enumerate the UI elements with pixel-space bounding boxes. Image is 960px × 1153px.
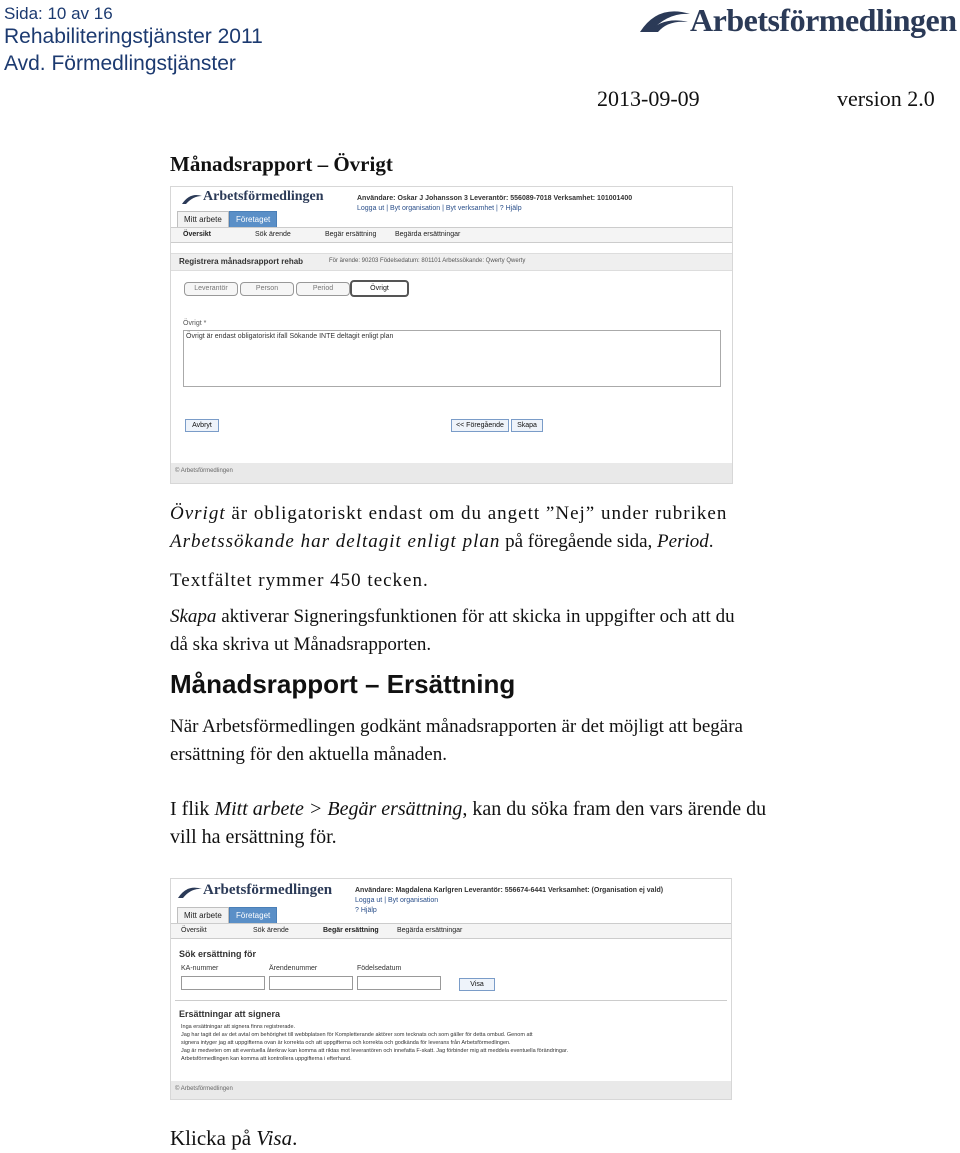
paragraph-line <box>170 603 930 631</box>
other-field-label: Övrigt * <box>183 320 207 327</box>
paragraph-text: på föregående sida, <box>500 531 658 552</box>
portal-footer <box>171 463 732 483</box>
user-info: Användare: Oskar J Johansson 3 Leverantör: 556089-7018 Verksamhet: 101001400 <box>357 195 633 202</box>
section-title: Månadsrapport – Övrigt <box>170 152 393 176</box>
paragraph-line <box>170 500 930 528</box>
birthdate-label: Födelsedatum <box>357 965 402 972</box>
footer-text: © Arbetsförmedlingen <box>175 468 233 474</box>
page-title: Registrera månadsrapport rehab <box>179 257 304 266</box>
footer-text: © Arbetsförmedlingen <box>175 1086 233 1092</box>
nav-oversikt[interactable]: Översikt <box>183 231 212 238</box>
brand-logo-icon <box>638 6 692 36</box>
paragraph-mandatory-info <box>170 500 930 556</box>
portal-logo-icon <box>181 193 203 205</box>
nav-begar-ersattning[interactable]: Begär ersättning <box>325 231 377 238</box>
doc-version: version 2.0 <box>837 86 935 111</box>
brand-logo <box>636 2 958 44</box>
paragraph-reimbursement <box>170 713 930 769</box>
search-title: Sök ersättning för <box>179 949 257 959</box>
divider <box>175 1000 727 1001</box>
tab-foretaget[interactable]: Företaget <box>229 211 277 227</box>
paragraph-text: . <box>708 531 714 552</box>
paragraph-char-limit: Textfältet rymmer 450 tecken. <box>170 570 429 591</box>
user-info: Användare: Magdalena Karlgren Leverantör: 556674-6441 Verksamhet: (Organisation ej vald) <box>355 887 664 894</box>
ka-number-input[interactable] <box>181 976 265 990</box>
section-title: Månadsrapport – Ersättning <box>170 669 516 699</box>
field-name-ovrigt: Övrigt <box>170 503 226 524</box>
nav-sok-arende[interactable]: Sök ärende <box>253 927 289 934</box>
nav-begarda-ersattningar[interactable]: Begärda ersättningar <box>395 231 461 238</box>
screenshot-request-reimbursement <box>170 878 732 1100</box>
birthdate-input[interactable] <box>357 976 441 990</box>
page-number: Sida: 10 av 16 <box>4 4 113 23</box>
paragraph-text: är obligatoriskt endast om du angett ”Nej” under rubriken <box>225 503 728 524</box>
other-textarea[interactable] <box>183 330 721 387</box>
cancel-button[interactable]: Avbryt <box>185 419 219 432</box>
screenshot-report-other <box>170 186 733 484</box>
paragraph-text: Klicka på <box>170 1126 257 1150</box>
case-info: För ärende: 90203 Födelsedatum: 801101 Arbetssökande: Qwerty Qwerty <box>329 258 526 264</box>
sign-line: Jag är medveten om att eventuella återkrav kan komma att riktas mot leverantören och innefatta F-skatt. Jag förbinder mig att meddela eventuella förändringar. <box>181 1048 569 1054</box>
ka-number-label: KA-nummer <box>181 965 219 972</box>
paragraph-create-action <box>170 603 930 659</box>
other-textarea-value: Övrigt är endast obligatoriskt ifall Sökande INTE deltagit enligt plan <box>186 333 394 340</box>
help-link[interactable]: ? Hjälp <box>355 907 377 914</box>
sign-line: Inga ersättningar att signera finns registrerade. <box>181 1024 296 1030</box>
user-links[interactable]: Logga ut | Byt organisation <box>355 897 439 904</box>
menu-path-reference: Mitt arbete > Begär ersättning <box>214 798 463 820</box>
paragraph-text: I flik <box>170 798 215 820</box>
paragraph-text: , kan du söka fram den vars ärende du <box>462 798 767 820</box>
case-number-input[interactable] <box>269 976 353 990</box>
nav-bar <box>171 923 731 939</box>
department: Avd. Förmedlingstjänster <box>4 52 236 75</box>
paragraph-text: aktiverar Signeringsfunktionen för att skicka in uppgifter och att du <box>216 606 735 627</box>
paragraph-click-show <box>170 1124 297 1152</box>
create-button[interactable]: Skapa <box>511 419 543 432</box>
tab-foretaget[interactable]: Företaget <box>229 907 277 923</box>
tab-mitt-arbete[interactable]: Mitt arbete <box>177 211 229 227</box>
nav-begar-ersattning[interactable]: Begär ersättning <box>323 927 379 934</box>
show-button[interactable]: Visa <box>459 978 495 991</box>
nav-begarda-ersattningar[interactable]: Begärda ersättningar <box>397 927 463 934</box>
nav-oversikt[interactable]: Översikt <box>181 927 207 934</box>
paragraph-text: ersättning för den aktuella månaden. <box>170 744 447 765</box>
paragraph-text: då ska skriva ut Månadsrapporten. <box>170 634 432 655</box>
portal-footer <box>171 1081 731 1099</box>
case-number-label: Ärendenummer <box>269 965 318 972</box>
sign-title: Ersättningar att signera <box>179 1009 281 1019</box>
step-ovrigt[interactable]: Övrigt <box>350 280 409 297</box>
document-title: Rehabiliteringstjänster 2011 <box>4 25 263 48</box>
button-reference-skapa: Skapa <box>170 606 217 627</box>
portal-logo-icon <box>177 885 203 899</box>
sign-line: Arbetsförmedlingen kan komma att kontrollera uppgifterna i efterhand. <box>181 1056 352 1062</box>
button-reference-visa: Visa <box>256 1126 293 1150</box>
paragraph-text: När Arbetsförmedlingen godkänt månadsrapporten är det möjligt att begära <box>170 716 743 737</box>
title-bar <box>171 253 732 271</box>
nav-sok-arende[interactable]: Sök ärende <box>255 231 291 238</box>
step-leverantor[interactable]: Leverantör <box>184 282 238 296</box>
previous-button[interactable]: << Föregående <box>451 419 509 432</box>
paragraph-line <box>170 528 930 556</box>
heading-reference: Arbetssökande har deltagit enligt plan <box>170 531 501 552</box>
paragraph-text: vill ha ersättning för. <box>170 826 337 848</box>
portal-logo-text: Arbetsförmedlingen <box>203 189 324 204</box>
step-person[interactable]: Person <box>240 282 294 296</box>
sign-text <box>181 1023 721 1063</box>
page-reference-period: Period <box>657 531 709 552</box>
sign-line: Jag har tagit del av det avtal om behörighet till webbplatsen för Kompletterande aktörer som tecknats och som gäller för detta ombud. Genom att <box>181 1032 533 1038</box>
paragraph-navigation <box>170 795 930 851</box>
brand-logo-text: Arbetsförmedlingen <box>690 2 957 38</box>
step-period[interactable]: Period <box>296 282 350 296</box>
nav-bar <box>171 227 732 243</box>
portal-logo-text: Arbetsförmedlingen <box>203 882 333 898</box>
doc-date: 2013-09-09 <box>597 86 700 111</box>
tab-mitt-arbete[interactable]: Mitt arbete <box>177 907 229 923</box>
paragraph-line <box>170 795 930 823</box>
user-links[interactable]: Logga ut | Byt organisation | Byt verksamhet | ? Hjälp <box>357 205 522 212</box>
sign-line: signera intyger jag att uppgifterna ovan är korrekta och att uppgifterna och korrekta och godkända för leverans från Arbetsförmedlingen. <box>181 1040 511 1046</box>
paragraph-text: . <box>292 1126 298 1150</box>
